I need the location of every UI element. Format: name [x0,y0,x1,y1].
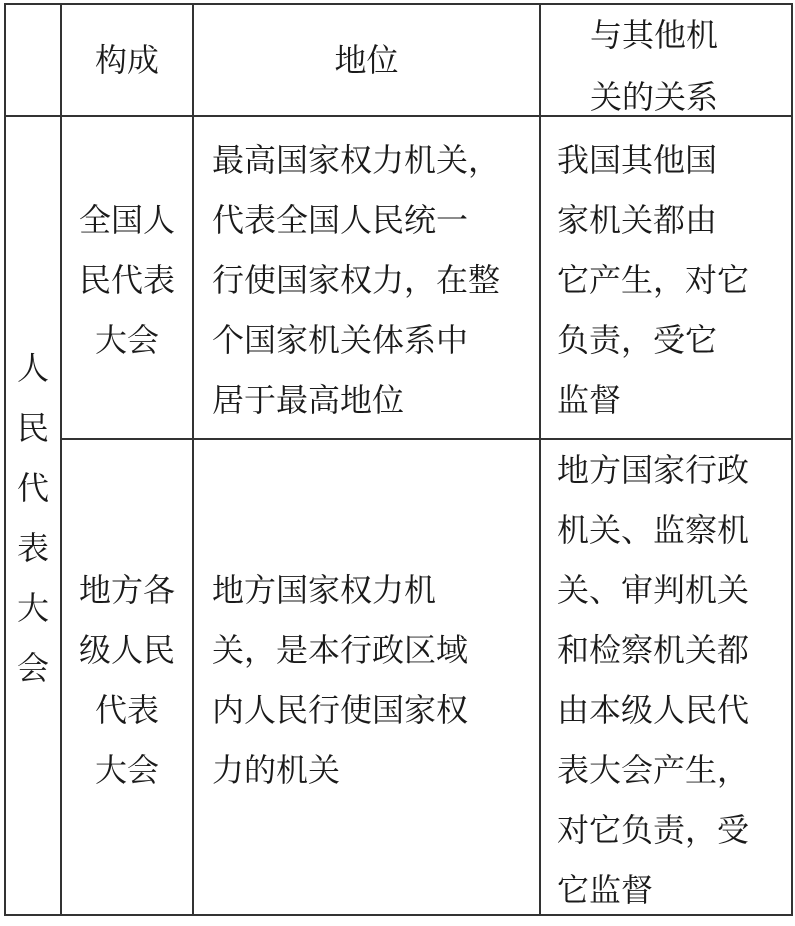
row-2-relation-line: 和检察机关都 [557,631,750,669]
row-2-status-line: 内人民行使国家权 [212,691,469,729]
row-1-relation-line: 我国其他国 [557,141,718,179]
row-1-composition [62,190,192,370]
row-1-relation-line: 负责，受它 [557,321,718,359]
header-relation [590,5,750,127]
row-1-status-line: 个国家机关体系中 [212,321,469,359]
row-2-status [212,560,530,800]
header-status [194,30,539,90]
row-2-composition-line: 代表 [94,691,159,729]
row-1-relation-line: 家机关都由 [557,201,718,239]
row-2-relation-line: 表大会产生， [557,751,750,789]
row-2-relation-line: 关、审判机关 [557,571,750,609]
section-label-people-congress [6,338,60,698]
row-2-relation-line: 由本级人民代 [557,691,750,729]
table-border-right [791,3,793,916]
section-label-char: 表 [16,529,49,567]
section-label-char: 民 [16,409,49,447]
header-status-text: 地位 [334,41,399,79]
row-1-composition-line: 大会 [94,321,159,359]
row-2-status-line: 关，是本行政区域 [212,631,469,669]
header-relation-line-2: 关的关系 [590,78,719,116]
row-1-status [212,130,530,430]
row-2-composition-line: 大会 [94,751,159,789]
row-1-composition-line: 全国人 [78,201,175,239]
row-1-relation-line: 它产生，对它 [557,261,750,299]
row-1-status-line: 最高国家权力机关， [212,141,501,179]
row-2-composition-line: 地方各 [78,571,175,609]
row-1-status-line: 居于最高地位 [212,381,405,419]
row-2-relation [557,440,787,920]
row-2-status-line: 地方国家权力机 [212,571,437,609]
row-2-relation-line: 它监督 [557,871,654,909]
section-label-char: 会 [16,649,49,687]
header-relation-line-1: 与其他机 [590,16,719,54]
row-2-composition-line: 级人民 [78,631,175,669]
row-1-relation-line: 监督 [557,381,622,419]
section-label-char: 大 [16,589,49,627]
section-label-char: 代 [16,469,49,507]
column-divider-2 [192,3,194,916]
row-1-status-line: 代表全国人民统一 [212,201,469,239]
header-composition [62,30,192,90]
row-2-relation-line: 机关、监察机 [557,511,750,549]
row-1-composition-line: 民代表 [78,261,175,299]
row-1-status-line: 行使国家权力，在整 [212,261,501,299]
row-2-composition [62,560,192,800]
header-composition-text: 构成 [94,41,159,79]
section-label-char: 人 [16,349,49,387]
row-2-relation-line: 对它负责，受 [557,811,750,849]
row-1-relation [557,130,787,430]
row-2-relation-line: 地方国家行政 [557,451,750,489]
row-2-status-line: 力的机关 [212,751,341,789]
column-divider-3 [539,3,541,916]
